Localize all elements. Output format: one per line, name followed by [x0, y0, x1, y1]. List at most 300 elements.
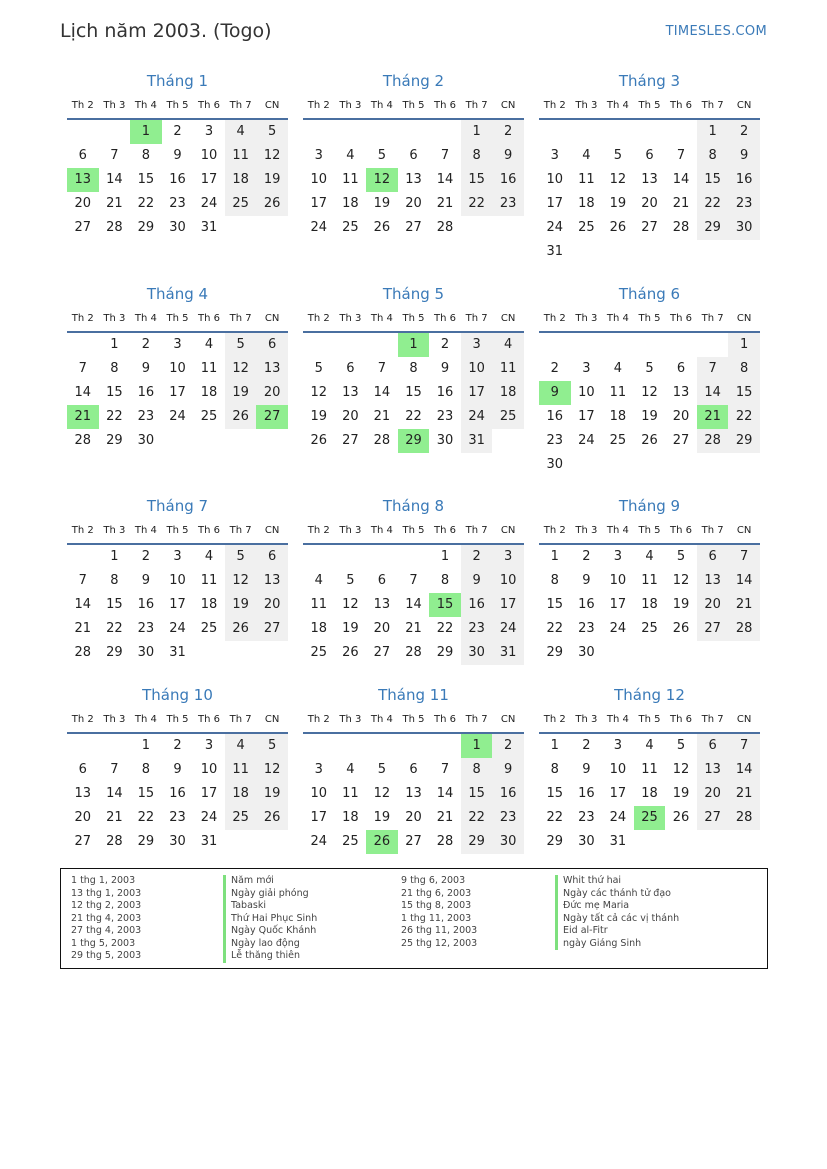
day-cell: 15	[137, 172, 155, 187]
day-cell: 19	[256, 782, 288, 806]
day-cell: 25	[310, 645, 328, 660]
day-cell: 28	[106, 834, 123, 849]
weekday-label: Th 3	[103, 714, 126, 725]
day-cell: 4	[225, 734, 257, 758]
empty-cell	[303, 545, 335, 569]
legend-names-col-1	[223, 875, 317, 963]
day-cell: 15	[137, 786, 155, 801]
weekday-label: Th 3	[575, 714, 598, 725]
day-cell: 20	[697, 593, 729, 617]
day-cell: 3	[461, 333, 493, 357]
day-cell: 5	[256, 120, 288, 144]
empty-cell	[398, 120, 430, 144]
day-cell: 4	[492, 333, 524, 357]
holiday-day-cell: 12	[366, 168, 398, 192]
day-cell: 20	[373, 621, 391, 636]
empty-cell	[303, 734, 335, 758]
day-cell: 11	[342, 172, 359, 187]
weekday-label: CN	[264, 100, 280, 111]
day-cell: 24	[310, 220, 328, 235]
day-cell: 4	[204, 337, 214, 352]
day-cell: 19	[672, 786, 690, 801]
day-cell: 14	[74, 385, 92, 400]
day-cell: 30	[137, 433, 155, 448]
day-cell: 28	[728, 806, 760, 830]
day-cell: 17	[609, 597, 627, 612]
day-cell: 17	[310, 810, 328, 825]
day-cell: 6	[256, 545, 288, 569]
weekday-header	[539, 519, 760, 545]
empty-cell	[99, 120, 131, 144]
weekday-label: Th 7	[701, 525, 724, 536]
day-cell: 25	[225, 806, 257, 830]
day-cell: 22	[137, 196, 155, 211]
day-cell: 24	[609, 810, 627, 825]
day-cell: 12	[225, 357, 257, 381]
weekday-label: Th 2	[71, 100, 94, 111]
weekday-label: Th 2	[307, 714, 330, 725]
day-cell: 22	[106, 409, 123, 424]
month-name: Tháng 9	[618, 497, 681, 515]
day-cell: 14	[436, 786, 454, 801]
day-cell: 17	[546, 196, 564, 211]
day-cell: 3	[204, 738, 214, 753]
day-cell: 27	[74, 220, 92, 235]
weekday-header	[303, 94, 524, 120]
day-grid	[303, 120, 524, 240]
weekday-label: Th 6	[198, 525, 221, 536]
day-cell: 28	[106, 220, 123, 235]
day-cell: 26	[310, 433, 328, 448]
holiday-name: Whit thứ hai	[555, 875, 679, 888]
day-cell: 13	[405, 172, 422, 187]
weekday-label: Th 5	[166, 100, 189, 111]
weekday-header	[539, 708, 760, 734]
day-cell: 9	[461, 569, 493, 593]
weekday-label: Th 5	[402, 525, 425, 536]
day-cell: 9	[728, 144, 760, 168]
empty-cell	[366, 333, 398, 357]
day-cell: 31	[546, 244, 564, 259]
day-cell: 6	[676, 361, 686, 376]
day-cell: 1	[697, 120, 729, 144]
day-cell: 9	[440, 361, 450, 376]
day-cell: 26	[609, 220, 627, 235]
day-cell: 19	[672, 597, 690, 612]
day-cell: 7	[377, 361, 387, 376]
weekday-label: Th 6	[434, 714, 457, 725]
month-calendar	[539, 283, 760, 477]
day-grid	[539, 734, 760, 854]
day-cell: 20	[697, 782, 729, 806]
day-cell: 28	[373, 433, 391, 448]
holiday-name: Tabaski	[223, 900, 317, 913]
day-cell: 23	[492, 806, 524, 830]
day-cell: 17	[609, 786, 627, 801]
day-cell: 17	[492, 593, 524, 617]
day-cell: 9	[582, 573, 591, 588]
day-cell: 24	[200, 196, 218, 211]
day-grid	[303, 734, 524, 854]
day-cell: 18	[342, 810, 359, 825]
day-cell: 9	[141, 573, 151, 588]
day-cell: 26	[256, 806, 288, 830]
day-cell: 25	[641, 621, 658, 636]
day-cell: 13	[256, 357, 288, 381]
day-cell: 22	[461, 806, 493, 830]
holiday-day-cell: 1	[398, 333, 430, 357]
day-cell: 14	[106, 172, 123, 187]
day-cell: 30	[728, 216, 760, 240]
holiday-date: 29 thg 5, 2003	[71, 950, 142, 961]
day-cell: 22	[697, 192, 729, 216]
day-cell: 29	[137, 220, 155, 235]
day-cell: 11	[609, 385, 627, 400]
day-cell: 25	[200, 409, 218, 424]
month-name: Tháng 8	[382, 497, 445, 515]
weekday-label: Th 6	[434, 100, 457, 111]
day-cell: 19	[373, 810, 391, 825]
empty-cell	[602, 120, 634, 144]
month-name: Tháng 6	[618, 285, 681, 303]
day-cell: 8	[440, 573, 450, 588]
day-cell: 10	[546, 172, 564, 187]
weekday-label: Th 6	[670, 525, 693, 536]
day-cell: 21	[405, 621, 422, 636]
day-cell: 2	[492, 120, 524, 144]
day-cell: 11	[342, 786, 359, 801]
day-cell: 11	[492, 357, 524, 381]
weekday-label: Th 6	[670, 100, 693, 111]
weekday-label: CN	[264, 313, 280, 324]
day-cell: 5	[377, 148, 387, 163]
day-cell: 5	[346, 573, 355, 588]
day-cell: 18	[578, 196, 595, 211]
weekday-header	[67, 94, 288, 120]
day-cell: 6	[78, 762, 87, 777]
day-cell: 13	[256, 569, 288, 593]
day-cell: 4	[346, 148, 355, 163]
weekday-label: Th 5	[402, 100, 425, 111]
day-cell: 11	[641, 573, 658, 588]
day-cell: 14	[697, 381, 729, 405]
day-cell: 12	[256, 758, 288, 782]
day-cell: 8	[110, 573, 119, 588]
day-cell: 29	[728, 429, 760, 453]
day-cell: 19	[225, 381, 257, 405]
month-name: Tháng 5	[382, 285, 445, 303]
empty-cell	[366, 120, 398, 144]
day-cell: 26	[672, 810, 690, 825]
weekday-label: Th 5	[166, 525, 189, 536]
day-cell: 18	[200, 597, 218, 612]
day-cell: 2	[582, 549, 591, 564]
day-cell: 6	[256, 333, 288, 357]
day-cell: 9	[173, 762, 182, 777]
day-cell: 19	[310, 409, 328, 424]
day-cell: 5	[314, 361, 323, 376]
day-cell: 13	[697, 758, 729, 782]
month-name: Tháng 4	[146, 285, 209, 303]
weekday-label: Th 6	[198, 714, 221, 725]
day-cell: 2	[582, 738, 591, 753]
holiday-name: Năm mới	[223, 875, 317, 888]
page-title: Lịch năm 2003. (Togo)	[60, 20, 272, 42]
holiday-date: 1 thg 1, 2003	[71, 875, 136, 886]
weekday-label: Th 3	[103, 525, 126, 536]
holiday-day-cell: 15	[429, 593, 461, 617]
empty-cell	[429, 734, 461, 758]
day-cell: 26	[256, 192, 288, 216]
weekday-label: Th 2	[543, 525, 566, 536]
day-cell: 5	[225, 545, 257, 569]
day-cell: 28	[436, 220, 454, 235]
weekday-label: Th 5	[638, 313, 661, 324]
weekday-label: Th 6	[434, 313, 457, 324]
day-cell: 3	[314, 762, 323, 777]
day-grid	[303, 333, 524, 453]
weekday-label: CN	[736, 100, 752, 111]
holiday-day-cell: 25	[634, 806, 666, 830]
empty-cell	[335, 333, 367, 357]
day-cell: 9	[173, 148, 182, 163]
holiday-date: 26 thg 11, 2003	[401, 925, 478, 936]
weekday-label: Th 4	[606, 714, 629, 725]
day-cell: 23	[578, 810, 595, 825]
day-cell: 6	[377, 573, 387, 588]
day-cell: 30	[578, 834, 595, 849]
day-grid	[539, 333, 760, 477]
weekday-label: Th 2	[307, 313, 330, 324]
brand-link[interactable]: TIMESLES.COM	[665, 24, 767, 39]
day-cell: 8	[697, 144, 729, 168]
day-cell: 21	[106, 810, 123, 825]
day-cell: 17	[200, 172, 218, 187]
day-cell: 1	[550, 738, 559, 753]
day-cell: 31	[609, 834, 627, 849]
weekday-label: Th 2	[71, 525, 94, 536]
day-cell: 22	[436, 621, 454, 636]
day-grid	[303, 545, 524, 665]
day-cell: 15	[106, 597, 123, 612]
day-cell: 5	[676, 549, 686, 564]
day-cell: 23	[728, 192, 760, 216]
empty-cell	[335, 545, 367, 569]
day-cell: 7	[78, 361, 87, 376]
day-cell: 18	[492, 381, 524, 405]
day-cell: 25	[609, 433, 627, 448]
weekday-header	[303, 307, 524, 333]
day-grid	[539, 120, 760, 264]
day-cell: 4	[204, 549, 214, 564]
holiday-day-cell: 29	[398, 429, 430, 453]
weekday-label: CN	[500, 313, 516, 324]
day-cell: 8	[550, 762, 559, 777]
day-cell: 1	[461, 120, 493, 144]
day-cell: 24	[492, 617, 524, 641]
weekday-label: Th 6	[434, 525, 457, 536]
day-cell: 16	[436, 385, 454, 400]
day-cell: 16	[169, 172, 186, 187]
day-cell: 10	[461, 357, 493, 381]
day-cell: 15	[461, 168, 493, 192]
day-cell: 2	[492, 734, 524, 758]
day-cell: 23	[137, 621, 155, 636]
weekday-label: Th 6	[670, 313, 693, 324]
day-cell: 6	[697, 545, 729, 569]
holiday-date: 9 thg 6, 2003	[401, 875, 466, 886]
weekday-label: Th 3	[103, 313, 126, 324]
holiday-legend	[60, 868, 768, 969]
weekday-label: Th 3	[575, 313, 598, 324]
weekday-label: Th 5	[166, 714, 189, 725]
weekday-label: Th 2	[543, 100, 566, 111]
month-name: Tháng 10	[142, 686, 213, 704]
day-cell: 10	[310, 172, 328, 187]
day-cell: 26	[225, 617, 257, 641]
day-cell: 5	[256, 734, 288, 758]
day-cell: 15	[546, 786, 564, 801]
weekday-label: Th 3	[339, 525, 362, 536]
day-cell: 10	[169, 573, 186, 588]
day-cell: 11	[310, 597, 328, 612]
day-cell: 7	[409, 573, 418, 588]
day-cell: 3	[582, 361, 591, 376]
weekday-label: Th 7	[465, 525, 488, 536]
day-cell: 10	[492, 569, 524, 593]
day-cell: 28	[436, 834, 454, 849]
day-cell: 22	[137, 810, 155, 825]
day-cell: 1	[110, 549, 119, 564]
day-cell: 6	[346, 361, 355, 376]
day-cell: 31	[492, 641, 524, 665]
day-cell: 2	[141, 549, 151, 564]
weekday-label: Th 5	[166, 313, 189, 324]
empty-cell	[429, 120, 461, 144]
holiday-day-cell: 1	[461, 734, 493, 758]
day-cell: 5	[377, 762, 387, 777]
weekday-label: Th 6	[670, 714, 693, 725]
weekday-label: Th 3	[575, 525, 598, 536]
day-cell: 11	[200, 361, 218, 376]
month-name: Tháng 1	[146, 72, 209, 90]
empty-cell	[67, 333, 99, 357]
day-cell: 2	[173, 738, 182, 753]
day-grid	[67, 333, 288, 453]
day-cell: 21	[106, 196, 123, 211]
day-cell: 1	[440, 549, 450, 564]
day-cell: 7	[676, 148, 686, 163]
weekday-label: CN	[264, 525, 280, 536]
holiday-name: Ngày các thánh tử đạo	[555, 888, 679, 901]
day-cell: 31	[169, 645, 186, 660]
day-cell: 23	[169, 810, 186, 825]
day-cell: 14	[728, 569, 760, 593]
day-cell: 7	[728, 545, 760, 569]
day-cell: 20	[342, 409, 359, 424]
empty-cell	[539, 333, 571, 357]
day-cell: 15	[546, 597, 564, 612]
holiday-date: 1 thg 11, 2003	[401, 912, 472, 924]
day-cell: 3	[613, 738, 623, 753]
day-cell: 18	[200, 385, 218, 400]
weekday-label: Th 6	[198, 100, 221, 111]
day-cell: 6	[409, 148, 418, 163]
month-calendar	[303, 495, 524, 665]
holiday-date: 27 thg 4, 2003	[71, 925, 142, 936]
day-cell: 27	[342, 433, 359, 448]
weekday-label: Th 4	[370, 714, 393, 725]
day-cell: 18	[641, 597, 658, 612]
empty-cell	[697, 333, 729, 357]
day-cell: 30	[169, 834, 186, 849]
day-cell: 7	[697, 357, 729, 381]
day-cell: 24	[310, 834, 328, 849]
day-cell: 30	[546, 457, 564, 472]
weekday-label: Th 7	[229, 525, 252, 536]
day-cell: 12	[672, 762, 690, 777]
weekday-label: CN	[500, 100, 516, 111]
day-cell: 8	[461, 144, 493, 168]
day-cell: 12	[609, 172, 627, 187]
month-calendar	[67, 70, 288, 240]
day-cell: 7	[728, 734, 760, 758]
weekday-label: Th 4	[606, 525, 629, 536]
day-cell: 2	[440, 337, 450, 352]
day-cell: 20	[256, 593, 288, 617]
day-cell: 3	[173, 549, 182, 564]
weekday-label: CN	[264, 714, 280, 725]
day-cell: 16	[461, 593, 493, 617]
day-cell: 16	[169, 786, 186, 801]
day-cell: 27	[405, 834, 422, 849]
month-name: Tháng 11	[378, 686, 449, 704]
day-cell: 14	[436, 172, 454, 187]
weekday-label: Th 5	[402, 714, 425, 725]
day-cell: 25	[578, 220, 595, 235]
weekday-label: Th 3	[103, 100, 126, 111]
day-cell: 3	[492, 545, 524, 569]
day-cell: 19	[609, 196, 627, 211]
day-cell: 27	[641, 220, 658, 235]
empty-cell	[67, 545, 99, 569]
day-cell: 31	[461, 429, 493, 453]
holiday-day-cell: 21	[697, 405, 729, 429]
day-cell: 26	[225, 405, 257, 429]
day-cell: 14	[728, 758, 760, 782]
day-cell: 5	[613, 148, 623, 163]
weekday-label: Th 4	[606, 100, 629, 111]
day-cell: 20	[256, 381, 288, 405]
day-cell: 12	[641, 385, 658, 400]
day-cell: 13	[342, 385, 359, 400]
holiday-name: Eid al-Fitr	[555, 925, 679, 938]
empty-cell	[634, 333, 666, 357]
day-cell: 31	[200, 834, 218, 849]
day-cell: 10	[169, 361, 186, 376]
day-cell: 8	[141, 762, 151, 777]
day-cell: 25	[342, 220, 359, 235]
day-cell: 9	[141, 361, 151, 376]
weekday-header	[303, 519, 524, 545]
day-cell: 10	[609, 573, 627, 588]
day-cell: 11	[225, 144, 257, 168]
legend-dates-col-2	[401, 875, 477, 950]
day-cell: 29	[106, 433, 123, 448]
day-cell: 21	[672, 196, 690, 211]
day-cell: 19	[225, 593, 257, 617]
month-calendar	[539, 495, 760, 665]
